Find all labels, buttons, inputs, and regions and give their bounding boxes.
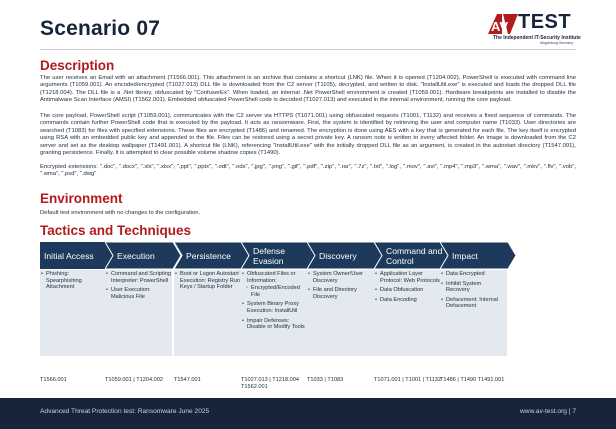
technique-column: [40, 270, 107, 356]
technique-item: • Obfuscated Files or Information:: [242, 271, 307, 284]
technique-ids: T1486 | T1490 T1491.001: [440, 377, 505, 383]
technique-list: [41, 271, 106, 291]
technique-list: [242, 271, 307, 331]
logo-wordmark: TEST: [518, 11, 572, 33]
description-heading: Description: [40, 58, 115, 73]
technique-item: • Defacement: Internal Defacement: [441, 297, 506, 310]
technique-ids: T1059.001 | T1204.002: [105, 377, 163, 383]
av-logo-mark-icon: [488, 12, 518, 36]
logo-tagline: The Independent IT-Security Institute: [493, 35, 581, 41]
chevron-label: Persistence: [186, 251, 231, 261]
header-divider: [40, 49, 576, 50]
technique-item: • Phishing: Spearphishing Attachment: [41, 271, 106, 291]
chevron-label: Execution: [117, 251, 155, 261]
description-paragraph-2: The core payload, PowerShell script (T1059.001), communicates with the C2 server via HTTPS (T1071.001) using obfuscated requests (T1001, T1132) and receives a fixed sequence of commands. The commands contain further PowerShell code that is executed by the payload. It acts as ransomware. First, the system is identified by retrieving the user and computer name (T1033). User directories are searched (T1083) for files with specified extensions. These files are encrypted (T1486) and renamed. The encryption is done using AES with a key that is generated for each file. The key itself is encrypted using RSA with an embedded public key and appended to the file. Files can be restored using a secret private key. A ransom note is written to every affected folder. An image is downloaded from the C2 server and set as the desktop wallpaper (T1491.001). A shortcut file (LNK), referencing "InstallUtil.exe" with the initially dropped DLL file as an argument, is created in the autostart directory (T1547.001), granting persistence. Finally, it is attempted to clear possible volume shadow copies (T1490).: [40, 113, 576, 157]
footer-url-page: www.av-test.org | 7: [520, 408, 576, 415]
logo-mark-text: AV: [491, 19, 509, 34]
chevron-label: Impact: [452, 251, 478, 261]
technique-column: [307, 270, 374, 356]
chevron-label: Initial Access: [44, 251, 94, 261]
technique-list: [441, 271, 506, 310]
technique-ids: T1033 | T1083: [307, 377, 344, 383]
technique-item: • Impair Defenses: Disable or Modify Tools: [242, 318, 307, 331]
technique-item: • Inhibit System Recovery: [441, 281, 506, 294]
technique-item: • Data Obfuscation: [375, 287, 440, 294]
technique-list: [106, 271, 171, 300]
encrypted-extensions: Encrypted extensions: ".doc", ".docx", ".xls", ".xlsx", ".ppt", ".pptx", ".odt", ".ods", ".jpg", ".png", ".gif", ".pdf", ".zip", ".rar", ".7z", ".txt", ".log", ".mov", ".avi", ".mp4", ".mp3", ".wma", ".wav", ".mkv", ".flv", ".vob", ".wma", ".psd", ".dwg": [40, 164, 576, 178]
technique-item: • Application Layer Protocol: Web Protocols: [375, 271, 440, 284]
technique-item: • Boot or Logon Autostart Execution: Registry Run Keys / Startup Folder: [175, 271, 240, 291]
logo-location: Magdeburg Germany: [540, 41, 574, 45]
chevron-label: Command and Control: [386, 246, 443, 266]
chevron-label: Defense Evasion: [253, 246, 286, 266]
technique-column: [374, 270, 441, 356]
tactics-heading: Tactics and Techniques: [40, 223, 192, 238]
technique-list: [375, 271, 440, 303]
technique-column: [241, 270, 308, 356]
technique-item: ◦ Encrypted/Encoded File: [242, 285, 307, 298]
technique-item: • User Execution: Malicious File: [106, 287, 171, 300]
page-title: Scenario 07: [40, 17, 161, 40]
description-paragraph-1: The user receives an Email with an attachment (T1566.001). This attachment is an archive that contains a shortcut (LNK) file. When it is opened (T1204.002), PowerShell is executed with command line arguments (T1059.001). An encoded/encrypted (T1027.013) DLL file is downloaded from the C2 server (T1105), decrypted, and written to disk. "InstallUtil.exe" is executed and loads the dropped DLL file (T1218.004). The DLL file is a .Net library, obfuscated by "ConfuserEx". When loaded, an internal .Net PowerShell environment is created (T1059.001). Hardware breakpoints are installed to disable the Antimalware Scan Interface (AMSI) (T1562.001). Embedded obfuscated PowerShell code is decoded (T1027.013) and executed in the internal environment, running the core payload.: [40, 75, 576, 104]
chevron-label: Discovery: [319, 251, 357, 261]
technique-item: • Data Encoding: [375, 297, 440, 304]
tactics-chevron-bar: [40, 242, 576, 269]
technique-list: [175, 271, 240, 291]
technique-item: • Data Encrypted: [441, 271, 506, 278]
environment-text: Default test environment with no changes to the configuration.: [40, 210, 201, 216]
technique-ids: T1547.001: [174, 377, 201, 383]
technique-column: [440, 270, 507, 356]
footer-test-name: Advanced Threat Protection test: Ransomware June 2025: [40, 408, 210, 415]
technique-column: [174, 270, 241, 356]
technique-column: [105, 270, 172, 356]
technique-ids: T1071.001 | T1001 | T1132: [374, 377, 441, 383]
technique-list: [308, 271, 373, 300]
environment-heading: Environment: [40, 191, 123, 206]
technique-ids: T1027.013 | T1218.004 T1562.001: [241, 377, 299, 390]
technique-item: • Command and Scripting Interpreter: PowerShell: [106, 271, 171, 284]
av-test-logo: [488, 11, 581, 46]
technique-ids: T1566.001: [40, 377, 67, 383]
technique-item: • System Owner/User Discovery: [308, 271, 373, 284]
technique-item: • File and Directory Discovery: [308, 287, 373, 300]
technique-item: • System Binary Proxy Execution: InstallUtil: [242, 301, 307, 314]
footer: [0, 398, 616, 429]
